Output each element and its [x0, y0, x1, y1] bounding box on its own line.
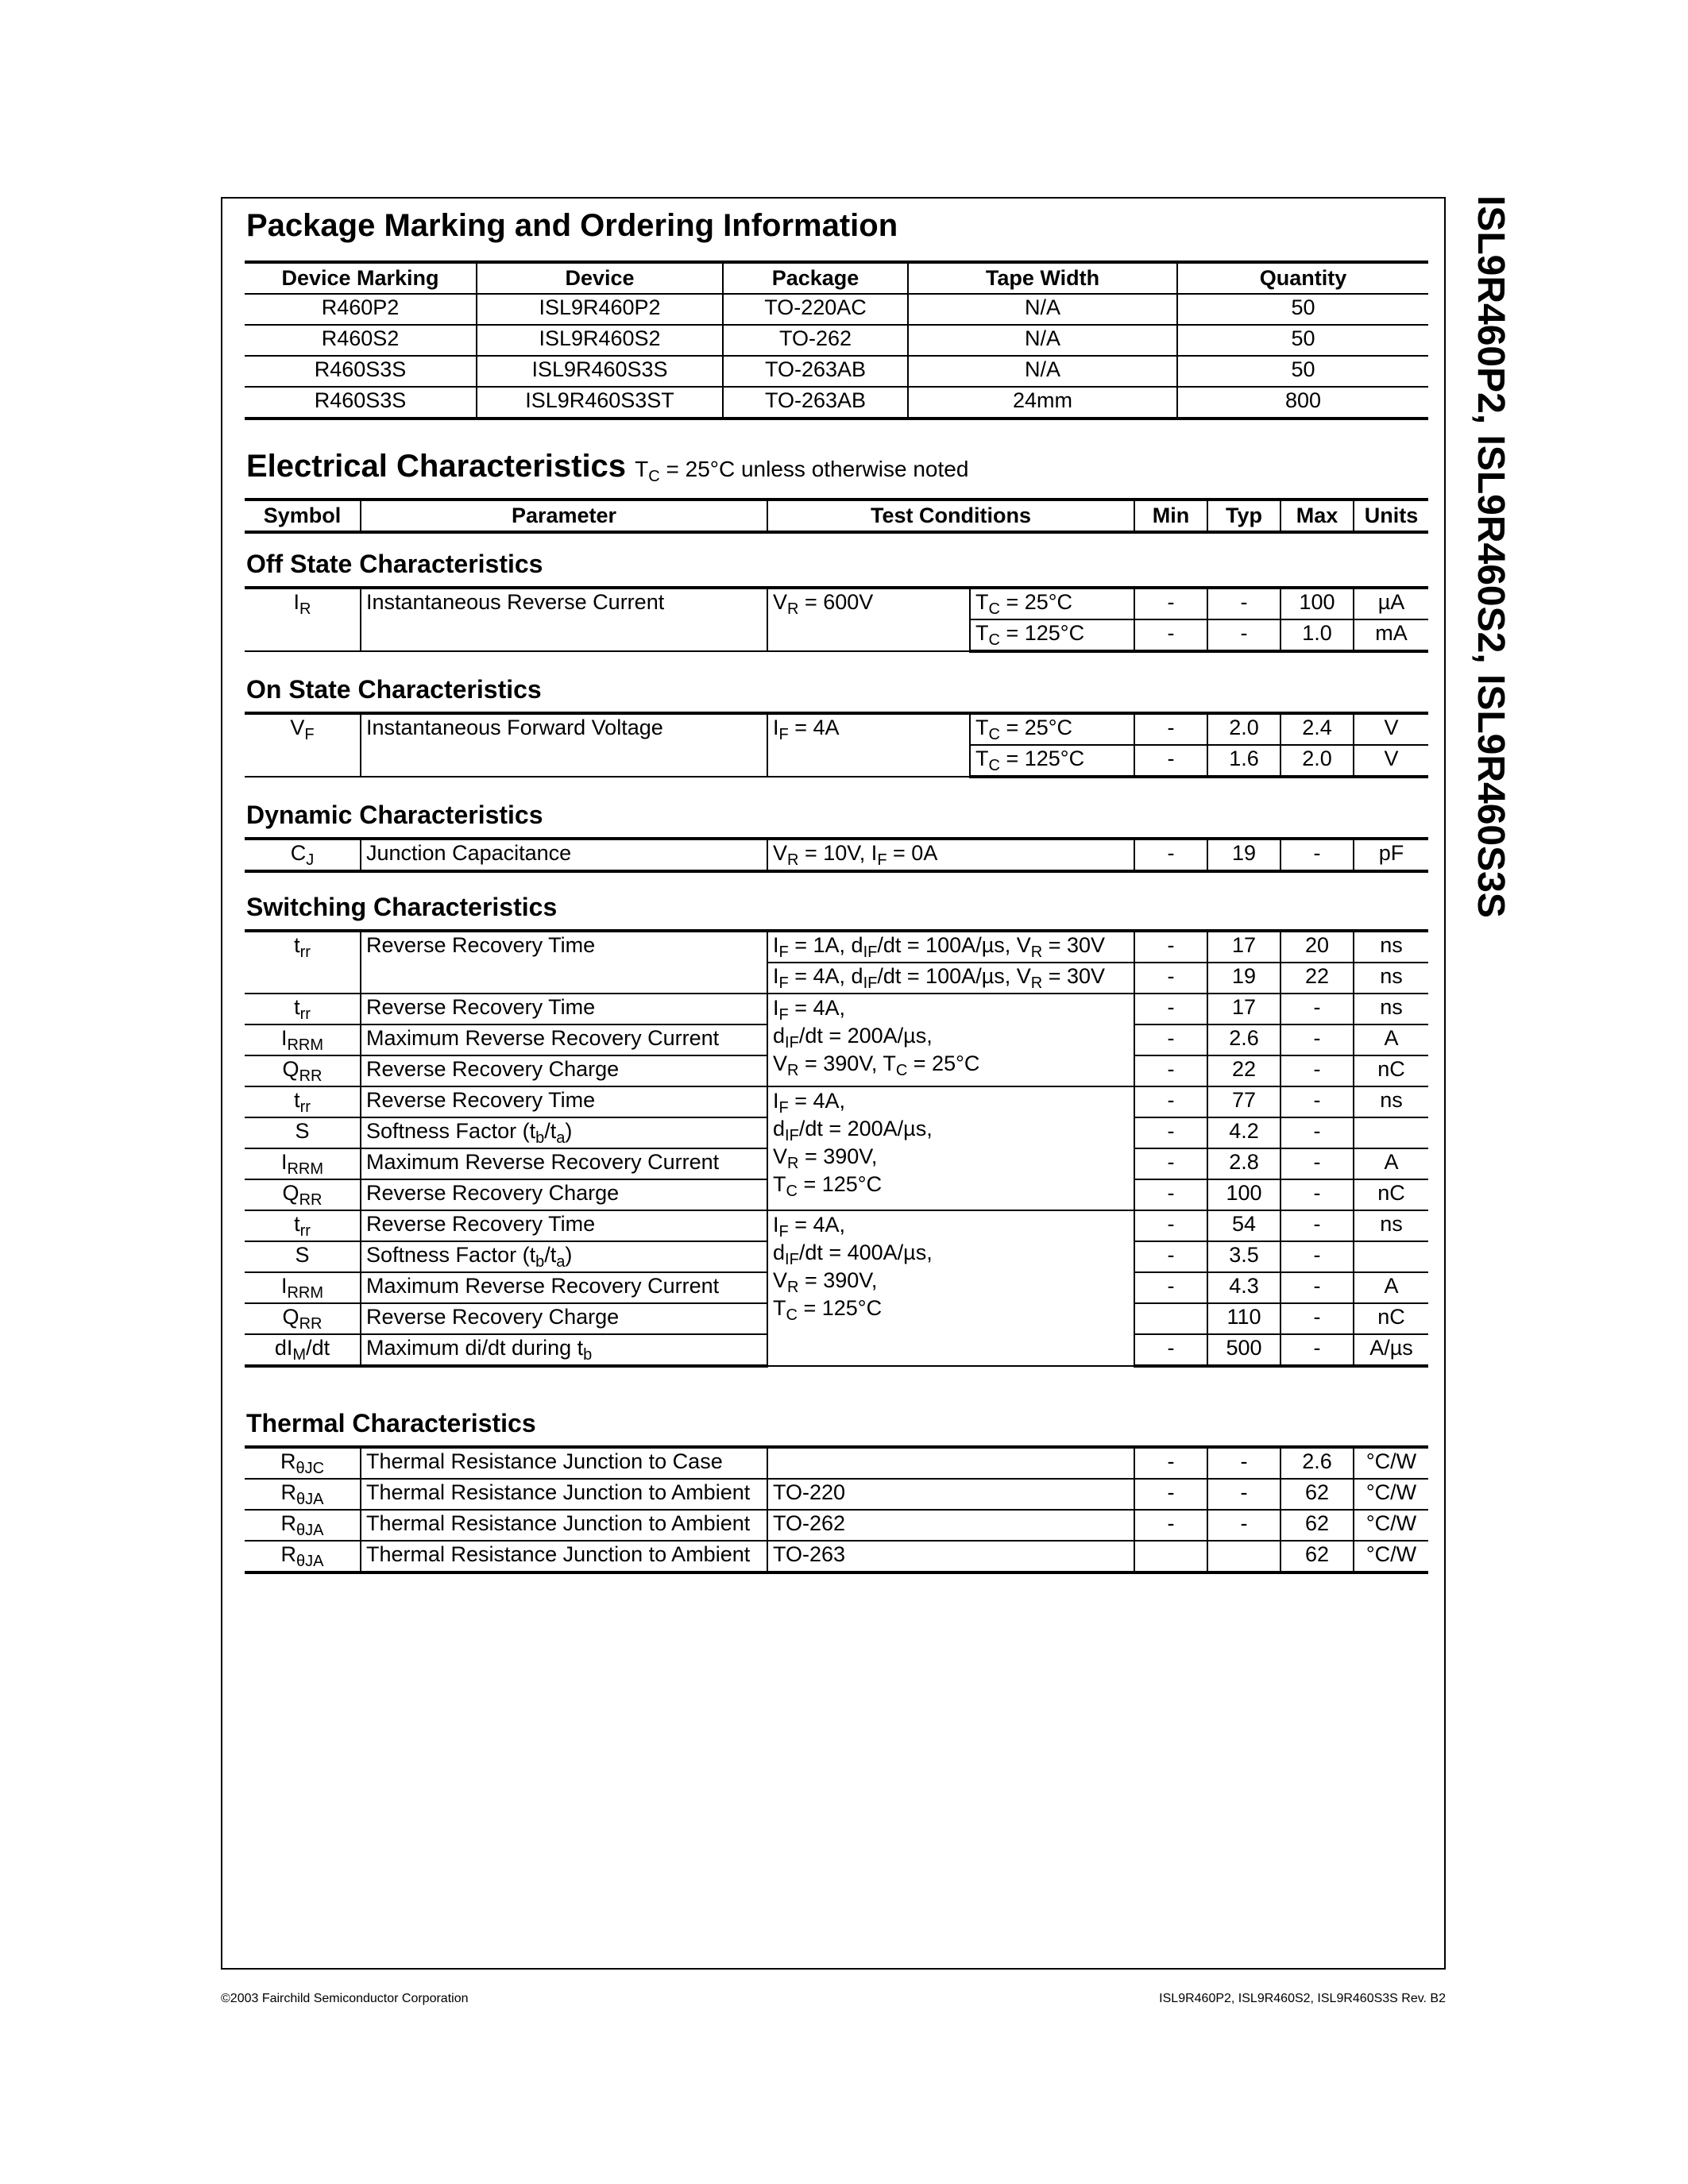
min-cell: -: [1134, 1334, 1207, 1366]
max-cell: -: [1280, 1179, 1354, 1210]
min-cell: -: [1134, 1086, 1207, 1117]
symbol-cell: $R_{\theta JC}$: [245, 1447, 361, 1479]
typ-cell: 110: [1207, 1303, 1280, 1334]
condition-line: $d_{IF}/dt = 200A/\mu s$,: [773, 1024, 933, 1051]
typ-cell: 54: [1207, 1210, 1280, 1241]
thermal-table: [245, 1445, 1428, 1574]
cell: TO-263AB: [723, 387, 908, 419]
parameter-cell: Reverse Recovery Charge: [361, 1303, 767, 1334]
units-cell: nC: [1354, 1179, 1428, 1210]
parameter-cell: Reverse Recovery Time: [361, 1210, 767, 1241]
section-off-state: Off State Characteristics: [246, 550, 543, 578]
units-cell: V: [1354, 713, 1428, 745]
min-cell: -: [1134, 1241, 1207, 1272]
parameter-cell: Softness Factor $(t_b/t_a)$: [361, 1117, 767, 1148]
typ-cell: 4.3: [1207, 1272, 1280, 1303]
on-state-table: [245, 712, 1428, 778]
col-typ: Typ: [1207, 500, 1280, 532]
min-cell: -: [1134, 1055, 1207, 1086]
condition-line: $T_C = 125^\circ C$: [773, 1296, 883, 1324]
col-device-marking: Device Marking: [245, 262, 477, 294]
ordering-table: [245, 260, 1428, 420]
units-cell: [1354, 1241, 1428, 1272]
min-cell: -: [1134, 619, 1207, 651]
electrical-header-table: [245, 498, 1428, 534]
typ-cell: -: [1207, 1447, 1280, 1479]
condition-line: $V_R = 390V$,: [773, 1144, 878, 1172]
condition-line: $T_C = 125^\circ C$: [773, 1172, 883, 1200]
min-cell: -: [1134, 1024, 1207, 1055]
max-cell: 1.0: [1280, 619, 1354, 651]
units-cell: °C/W: [1354, 1447, 1428, 1479]
parameter-cell: Reverse Recovery Time: [361, 1086, 767, 1117]
symbol-cell: $t_{rr}$: [245, 1210, 361, 1241]
units-cell: µA: [1354, 588, 1428, 619]
max-cell: -: [1280, 1148, 1354, 1179]
condition-cell: [767, 1086, 1134, 1210]
col-parameter: Parameter: [361, 500, 767, 532]
max-cell: -: [1280, 994, 1354, 1024]
cell: N/A: [908, 294, 1177, 325]
typ-cell: [1207, 1541, 1280, 1572]
symbol-cell: $R_{\theta JA}$: [245, 1510, 361, 1541]
typ-cell: 22: [1207, 1055, 1280, 1086]
section-thermal: Thermal Characteristics: [246, 1409, 536, 1437]
condition-line: $d_{IF}/dt = 200A/\mu s$,: [773, 1117, 933, 1144]
min-cell: -: [1134, 1117, 1207, 1148]
parameter-cell: Thermal Resistance Junction to Case: [361, 1447, 767, 1479]
condition-cell: $T_C = 125^\circ C$: [970, 619, 1134, 651]
col-device: Device: [477, 262, 723, 294]
min-cell: -: [1134, 745, 1207, 777]
units-cell: °C/W: [1354, 1510, 1428, 1541]
condition-cell: TO-263: [767, 1541, 1134, 1572]
parameter-cell: Reverse Recovery Charge: [361, 1055, 767, 1086]
max-cell: -: [1280, 1024, 1354, 1055]
units-cell: ns: [1354, 963, 1428, 994]
cell: TO-263AB: [723, 356, 908, 387]
max-cell: 2.0: [1280, 745, 1354, 777]
symbol-cell: $Q_{RR}$: [245, 1179, 361, 1210]
electrical-title-text: Electrical Characteristics: [246, 449, 627, 484]
parameter-cell: Softness Factor $(t_b/t_a)$: [361, 1241, 767, 1272]
units-cell: [1354, 1117, 1428, 1148]
condition-line: $I_F = 4A$,: [773, 996, 846, 1024]
min-cell: -: [1134, 1272, 1207, 1303]
units-cell: °C/W: [1354, 1479, 1428, 1510]
symbol-cell: $R_{\theta JA}$: [245, 1479, 361, 1510]
cell: N/A: [908, 325, 1177, 356]
condition-cell: [767, 1447, 1134, 1479]
typ-cell: 2.0: [1207, 713, 1280, 745]
max-cell: 62: [1280, 1510, 1354, 1541]
max-cell: -: [1280, 1086, 1354, 1117]
typ-cell: -: [1207, 1479, 1280, 1510]
max-cell: 100: [1280, 588, 1354, 619]
min-cell: -: [1134, 588, 1207, 619]
max-cell: 62: [1280, 1541, 1354, 1572]
cell: TO-220AC: [723, 294, 908, 325]
units-cell: mA: [1354, 619, 1428, 651]
parameter-cell: Instantaneous Forward Voltage: [361, 713, 767, 777]
cell: 800: [1177, 387, 1428, 419]
max-cell: -: [1280, 1117, 1354, 1148]
cell: ISL9R460S3ST: [477, 387, 723, 419]
typ-cell: 2.8: [1207, 1148, 1280, 1179]
dynamic-table: [245, 837, 1428, 873]
cell: R460S3S: [245, 387, 477, 419]
units-cell: A: [1354, 1272, 1428, 1303]
min-cell: -: [1134, 1179, 1207, 1210]
condition-cell: $T_C = 125^\circ C$: [970, 745, 1134, 777]
cell: R460S2: [245, 325, 477, 356]
units-cell: ns: [1354, 994, 1428, 1024]
min-cell: -: [1134, 994, 1207, 1024]
side-title: ISL9R460P2, ISL9R460S2, ISL9R460S3S: [1470, 195, 1512, 918]
col-min: Min: [1134, 500, 1207, 532]
table-row: [245, 294, 1428, 325]
symbol-cell: $t_{rr}$: [245, 931, 361, 994]
typ-cell: 4.2: [1207, 1117, 1280, 1148]
typ-cell: 19: [1207, 963, 1280, 994]
typ-cell: 19: [1207, 839, 1280, 871]
units-cell: ns: [1354, 1086, 1428, 1117]
condition-cell: TO-220: [767, 1479, 1134, 1510]
footer-copyright: ©2003 Fairchild Semiconductor Corporation: [221, 1992, 469, 2005]
symbol-cell: $Q_{RR}$: [245, 1303, 361, 1334]
condition-line: $V_R = 390V$, $T_C = 25^\circ C$: [773, 1051, 980, 1079]
section-switching: Switching Characteristics: [246, 893, 558, 921]
condition-cell: $I_F = 1A$, $d_{IF}/dt = 100A/\mu s$, $V_R = 30V$: [767, 931, 1134, 963]
section-on-state: On State Characteristics: [246, 675, 542, 704]
min-cell: -: [1134, 713, 1207, 745]
parameter-cell: Maximum Reverse Recovery Current: [361, 1272, 767, 1303]
min-cell: -: [1134, 1447, 1207, 1479]
symbol-cell: S: [245, 1241, 361, 1272]
max-cell: -: [1280, 1055, 1354, 1086]
max-cell: -: [1280, 839, 1354, 871]
max-cell: -: [1280, 1210, 1354, 1241]
condition-cell: TO-262: [767, 1510, 1134, 1541]
cell: TO-262: [723, 325, 908, 356]
parameter-cell: Reverse Recovery Charge: [361, 1179, 767, 1210]
typ-cell: 1.6: [1207, 745, 1280, 777]
symbol-cell: S: [245, 1117, 361, 1148]
min-cell: -: [1134, 931, 1207, 963]
parameter-cell: Thermal Resistance Junction to Ambient: [361, 1510, 767, 1541]
parameter-cell: Junction Capacitance: [361, 839, 767, 871]
parameter-cell: Thermal Resistance Junction to Ambient: [361, 1479, 767, 1510]
min-cell: -: [1134, 963, 1207, 994]
max-cell: 2.4: [1280, 713, 1354, 745]
min-cell: -: [1134, 1148, 1207, 1179]
symbol-cell: $Q_{RR}$: [245, 1055, 361, 1086]
col-max: Max: [1280, 500, 1354, 532]
symbol-cell: $R_{\theta JA}$: [245, 1541, 361, 1572]
parameter-cell: Maximum di/dt during $t_b$: [361, 1334, 767, 1366]
units-cell: ns: [1354, 931, 1428, 963]
parameter-cell: Maximum Reverse Recovery Current: [361, 1024, 767, 1055]
max-cell: -: [1280, 1303, 1354, 1334]
col-quantity: Quantity: [1177, 262, 1428, 294]
typ-cell: -: [1207, 619, 1280, 651]
off-state-table: [245, 586, 1428, 653]
cell: 24mm: [908, 387, 1177, 419]
table-row: [245, 325, 1428, 356]
max-cell: 62: [1280, 1479, 1354, 1510]
symbol-cell: $I_{RRM}$: [245, 1272, 361, 1303]
max-cell: -: [1280, 1334, 1354, 1366]
condition-line: $d_{IF}/dt = 400A/\mu s$,: [773, 1241, 933, 1268]
condition-cell: $V_R = 10V$, $I_F = 0A$: [767, 839, 1134, 871]
typ-cell: 2.6: [1207, 1024, 1280, 1055]
ordering-title: Package Marking and Ordering Information: [246, 208, 898, 243]
min-cell: -: [1134, 1210, 1207, 1241]
min-cell: -: [1134, 1479, 1207, 1510]
units-cell: pF: [1354, 839, 1428, 871]
condition-cell: $V_R = 600V$: [767, 588, 970, 651]
symbol-cell: $t_{rr}$: [245, 1086, 361, 1117]
condition-cell: $I_F = 4A$, $d_{IF}/dt = 100A/\mu s$, $V_R = 30V$: [767, 963, 1134, 994]
electrical-title: [246, 449, 968, 484]
cell: ISL9R460P2: [477, 294, 723, 325]
parameter-cell: Maximum Reverse Recovery Current: [361, 1148, 767, 1179]
typ-cell: 17: [1207, 931, 1280, 963]
condition-line: $I_F = 4A$,: [773, 1213, 846, 1241]
condition-cell: $T_C = 25^\circ C$: [970, 588, 1134, 619]
min-cell: [1134, 1303, 1207, 1334]
footer-part-numbers: ISL9R460P2, ISL9R460S2, ISL9R460S3S Rev. B2: [1159, 1992, 1446, 2005]
units-cell: nC: [1354, 1055, 1428, 1086]
typ-cell: 3.5: [1207, 1241, 1280, 1272]
condition-cell: [767, 1210, 1134, 1366]
col-package: Package: [723, 262, 908, 294]
cell: ISL9R460S2: [477, 325, 723, 356]
units-cell: A/µs: [1354, 1334, 1428, 1366]
units-cell: °C/W: [1354, 1541, 1428, 1572]
parameter-cell: Reverse Recovery Time: [361, 994, 767, 1024]
max-cell: 22: [1280, 963, 1354, 994]
max-cell: 20: [1280, 931, 1354, 963]
typ-cell: 500: [1207, 1334, 1280, 1366]
symbol-cell: $I_R$: [245, 588, 361, 651]
col-symbol: Symbol: [245, 500, 361, 532]
typ-cell: 100: [1207, 1179, 1280, 1210]
typ-cell: -: [1207, 588, 1280, 619]
units-cell: ns: [1354, 1210, 1428, 1241]
cell: R460P2: [245, 294, 477, 325]
condition-line: $I_F = 4A$,: [773, 1089, 846, 1117]
symbol-cell: $I_{RRM}$: [245, 1148, 361, 1179]
symbol-cell: $t_{rr}$: [245, 994, 361, 1024]
symbol-cell: $I_{RRM}$: [245, 1024, 361, 1055]
table-row: [245, 356, 1428, 387]
min-cell: -: [1134, 839, 1207, 871]
electrical-note: $T_C = 25^\circ C$ unless otherwise noted: [635, 457, 969, 485]
condition-cell: [767, 994, 1134, 1086]
cell: ISL9R460S3S: [477, 356, 723, 387]
switching-table: [245, 929, 1428, 1368]
symbol-cell: $C_J$: [245, 839, 361, 871]
typ-cell: -: [1207, 1510, 1280, 1541]
table-row: [245, 387, 1428, 419]
typ-cell: 17: [1207, 994, 1280, 1024]
max-cell: -: [1280, 1241, 1354, 1272]
cell: 50: [1177, 356, 1428, 387]
symbol-cell: $V_F$: [245, 713, 361, 777]
condition-cell: $I_F = 4A$: [767, 713, 970, 777]
col-units: Units: [1354, 500, 1428, 532]
units-cell: A: [1354, 1024, 1428, 1055]
cell: 50: [1177, 325, 1428, 356]
cell: 50: [1177, 294, 1428, 325]
col-tape-width: Tape Width: [908, 262, 1177, 294]
symbol-cell: $dI_M/dt$: [245, 1334, 361, 1366]
cell: N/A: [908, 356, 1177, 387]
cell: R460S3S: [245, 356, 477, 387]
min-cell: [1134, 1541, 1207, 1572]
units-cell: A: [1354, 1148, 1428, 1179]
max-cell: -: [1280, 1272, 1354, 1303]
units-cell: nC: [1354, 1303, 1428, 1334]
min-cell: -: [1134, 1510, 1207, 1541]
condition-cell: $T_C = 25^\circ C$: [970, 713, 1134, 745]
parameter-cell: Thermal Resistance Junction to Ambient: [361, 1541, 767, 1572]
max-cell: 2.6: [1280, 1447, 1354, 1479]
parameter-cell: Reverse Recovery Time: [361, 931, 767, 994]
condition-line: $V_R = 390V$,: [773, 1268, 878, 1296]
units-cell: V: [1354, 745, 1428, 777]
parameter-cell: Instantaneous Reverse Current: [361, 588, 767, 651]
section-dynamic: Dynamic Characteristics: [246, 801, 543, 829]
typ-cell: 77: [1207, 1086, 1280, 1117]
col-test-conditions: Test Conditions: [767, 500, 1134, 532]
